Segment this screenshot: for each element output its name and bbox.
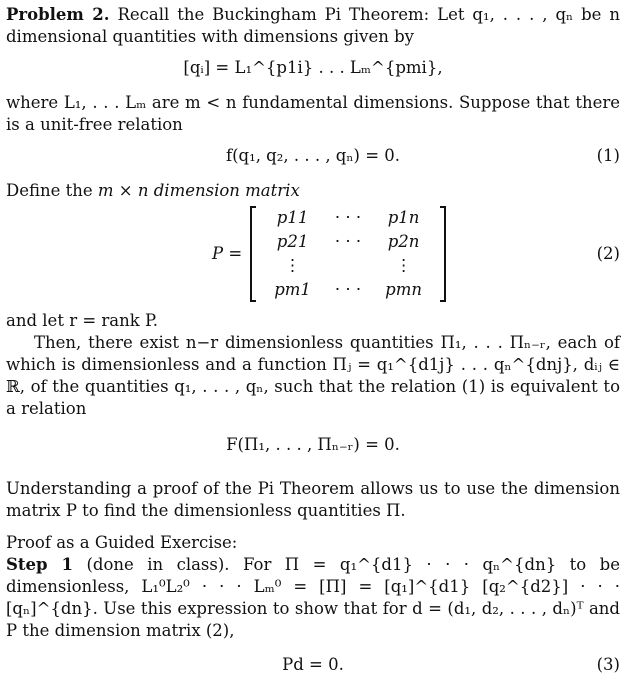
matrix-row-1 [262, 206, 434, 230]
matrix-cell: ⋮ [395, 256, 412, 275]
matrix-equation [212, 204, 446, 304]
problem-paragraph [6, 4, 620, 48]
matrix-cell: ⋮ [284, 256, 301, 275]
matrix-cell: p1n [387, 208, 420, 227]
define-emphasis: m × n dimension matrix [97, 181, 300, 200]
problem-label: Problem 2. [6, 5, 110, 24]
equation-3-row [6, 654, 620, 680]
proof-heading: Proof as a Guided Exercise: [6, 533, 238, 552]
matrix-cell: · · · [334, 208, 362, 227]
F-equation: F(Π₁, . . . , Πₙ₋ᵣ) = 0. [226, 435, 400, 454]
define-paragraph [6, 180, 620, 202]
step-1-text: (done in class). For Π = q₁^{d1} · · · qₙ^{dn} to be dimensionless, L₁⁰L₂⁰ · · · Lₘ⁰ = [Π] = [q₁]^{d1} [q₂^{d2}] · · · [qₙ]^{dn}. Use this expression to show that for d = (d₁, d₂, . . . , dₙ)ᵀ and P the dimension matrix (2), [6, 555, 620, 640]
problem-intro: Recall the Buckingham Pi Theorem: Let q₁, . . . , qₙ be n dimensional quantities with dimensions given by [6, 5, 620, 46]
equation-2-number: (2) [596, 244, 620, 263]
matrix-row [6, 204, 620, 304]
matrix-cell: p21 [276, 232, 309, 251]
matrix-cell: · · · [334, 232, 362, 251]
dimension-matrix [250, 206, 446, 302]
dimension-equation-row [6, 57, 620, 83]
dimension-equation: [qᵢ] = L₁^{p1i} . . . Lₘ^{pmi}, [183, 58, 443, 77]
matrix-cell: p2n [387, 232, 420, 251]
step-1-label: Step 1 [6, 555, 73, 574]
matrix-cell: · · · [334, 280, 362, 299]
matrix-label: P = [212, 244, 243, 263]
matrix-row-2 [262, 230, 434, 254]
step-1-paragraph [6, 554, 620, 642]
then-paragraph: Then, there exist n−r dimensionless quantities Π₁, . . . Πₙ₋ᵣ, each of which is dimensionless and a function Πⱼ = q₁^{d1j} . . . qₙ^{dnj}, dᵢⱼ ∈ ℝ, of the quantities q₁, . . . , qₙ, such that the relation (1) is equivalent to a relation [6, 333, 620, 418]
equation-1-row [6, 145, 620, 171]
matrix-cell: pm1 [274, 280, 311, 299]
where-paragraph: where L₁, . . . Lₘ are m < n fundamental dimensions. Suppose that there is a unit-free relation [6, 93, 620, 134]
matrix-row-4 [262, 278, 434, 302]
rank-paragraph: and let r = rank P. [6, 311, 158, 330]
F-equation-row [6, 434, 620, 460]
equation-1-number: (1) [596, 146, 620, 165]
matrix-table [262, 206, 434, 302]
equation-3-number: (3) [596, 655, 620, 674]
matrix-row-3 [262, 254, 434, 278]
matrix-cell: pmn [385, 280, 422, 299]
equation-3: Pd = 0. [282, 655, 344, 674]
understanding-paragraph: Understanding a proof of the Pi Theorem allows us to use the dimension matrix P to find the dimensionless quantities Π. [6, 479, 620, 520]
define-prefix: Define the [6, 181, 98, 200]
matrix-cell: p11 [276, 208, 309, 227]
matrix-cell [323, 254, 373, 278]
equation-1: f(q₁, q₂, . . . , qₙ) = 0. [225, 146, 401, 165]
